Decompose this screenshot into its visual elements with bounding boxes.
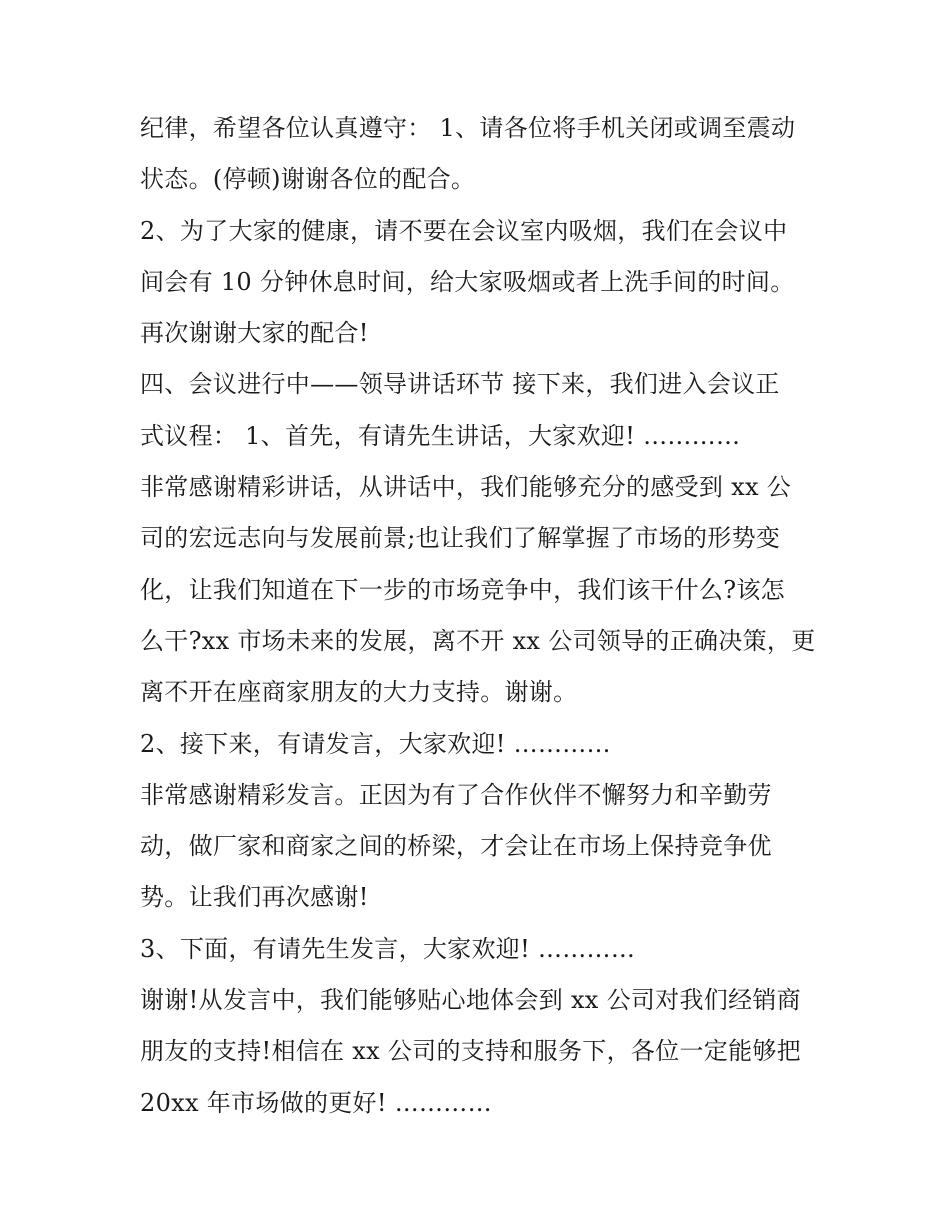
text-line: 么干?xx 市场未来的发展，离不开 xx 公司领导的正确决策，更 bbox=[140, 626, 816, 655]
text-line: 动，做厂家和商家之间的桥梁，才会让在市场上保持竞争优 bbox=[140, 832, 772, 861]
text-line: 20xx 年市场做的更好! ………… bbox=[140, 1088, 492, 1117]
text-line: 朋友的支持!相信在 xx 公司的支持和服务下，各位一定能够把 bbox=[140, 1037, 801, 1066]
text-line: 非常感谢精彩讲话，从讲话中，我们能够充分的感受到 xx 公 bbox=[140, 473, 792, 502]
text-line: 非常感谢精彩发言。正因为有了合作伙伴不懈努力和辛勤劳 bbox=[140, 780, 772, 809]
text-line: 2、接下来，有请发言，大家欢迎! ………… bbox=[140, 729, 611, 758]
text-line: 纪律，希望各位认真遵守： 1、请各位将手机关闭或调至震动 bbox=[140, 114, 796, 142]
text-line: 式议程： 1、首先，有请先生讲话，大家欢迎! ………… bbox=[140, 421, 741, 450]
document-body bbox=[140, 103, 820, 1129]
text-line: 化，让我们知道在下一步的市场竞争中，我们该干什么?该怎 bbox=[140, 575, 785, 604]
text-line: 间会有 10 分钟休息时间，给大家吸烟或者上洗手间的时间。 bbox=[140, 267, 795, 296]
text-line: 四、会议进行中——领导讲话环节 接下来，我们进入会议正 bbox=[140, 370, 780, 399]
text-line: 3、下面，有请先生发言，大家欢迎! ………… bbox=[140, 934, 636, 963]
text-line: 谢谢!从发言中，我们能够贴心地体会到 xx 公司对我们经销商 bbox=[140, 986, 801, 1015]
text-line: 状态。(停顿)谢谢各位的配合。 bbox=[140, 165, 476, 194]
text-line: 再次谢谢大家的配合! bbox=[140, 319, 369, 348]
text-line: 2、为了大家的健康，请不要在会议室内吸烟，我们在会议中 bbox=[140, 216, 788, 245]
text-line: 势。让我们再次感谢! bbox=[140, 883, 369, 912]
text-line: 离不开在座商家朋友的大力支持。谢谢。 bbox=[140, 678, 578, 707]
text-line: 司的宏远志向与发展前景;也让我们了解掌握了市场的形势变 bbox=[140, 524, 781, 553]
